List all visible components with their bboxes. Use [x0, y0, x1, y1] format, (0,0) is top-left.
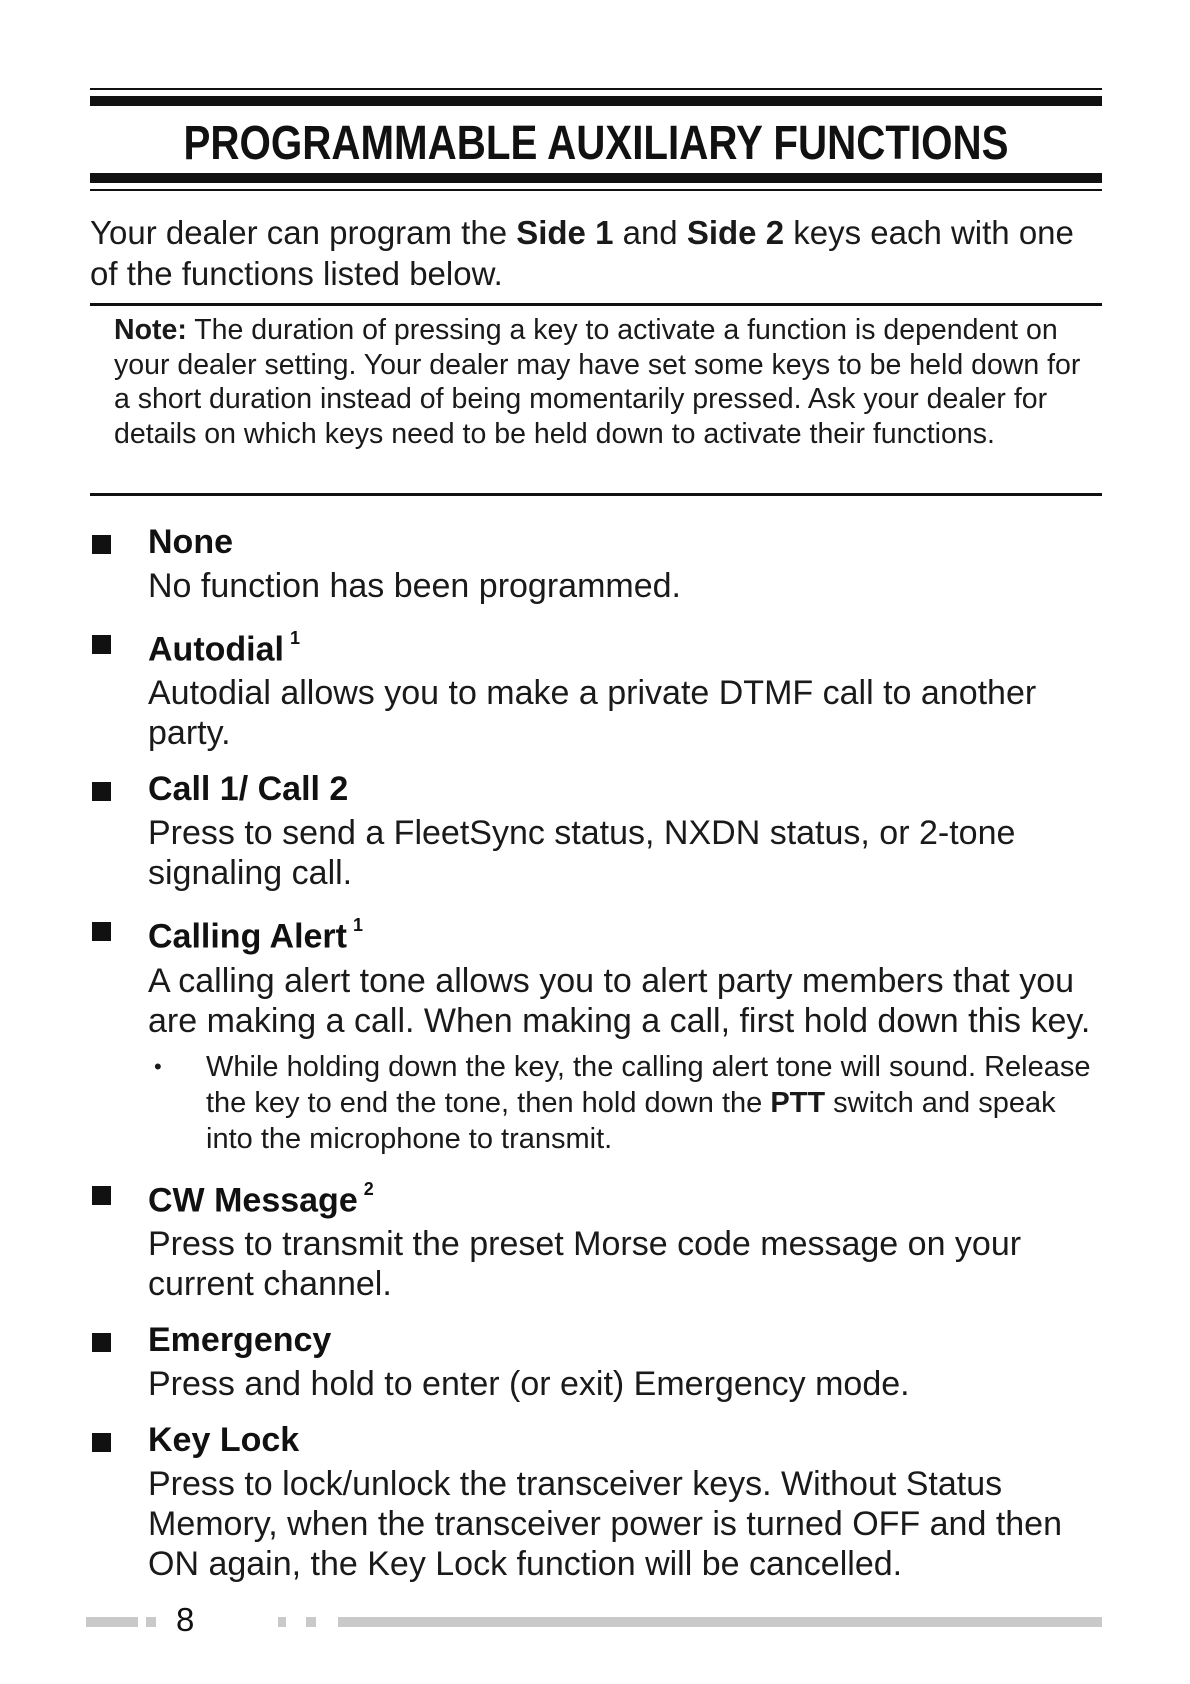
function-description: No function has been programmed. [148, 567, 681, 605]
footnote-marker: 2 [363, 1178, 374, 1199]
function-description: Press to transmit the preset Morse code message on your current channel. [148, 1224, 1022, 1303]
note-box [114, 313, 1094, 451]
function-description: Press and hold to enter (or exit) Emergency mode. [148, 1364, 910, 1403]
page-number: 8 [176, 1601, 195, 1638]
function-name [148, 1318, 1110, 1362]
intro-paragraph [90, 212, 1110, 294]
function-name-text: Emergency [148, 1320, 332, 1359]
top-thick-rule [90, 96, 1102, 106]
square-bullet-icon [92, 782, 111, 801]
function-name-text: Calling Alert [148, 917, 347, 956]
intro-text: keys each with one of the functions listed below. [90, 214, 1074, 292]
function-name-text: Call 1/ Call 2 [148, 770, 349, 809]
note-top-rule [90, 303, 1102, 306]
function-description: Press to send a FleetSync status, NXDN status, or 2-tone signaling call. [148, 814, 1016, 893]
ptt-label: PTT [770, 1086, 826, 1119]
footer-bar-mid-2 [306, 1617, 316, 1627]
top-thin-rule [90, 88, 1102, 90]
square-bullet-icon [92, 1186, 111, 1205]
function-name-text: None [148, 523, 233, 561]
footer-bar-left-small [146, 1617, 156, 1627]
intro-text: and [613, 214, 687, 251]
function-name-text: Key Lock [148, 1420, 300, 1459]
square-bullet-icon [92, 922, 111, 941]
note-label: Note: [114, 314, 187, 346]
list-item [90, 1171, 1110, 1304]
square-bullet-icon [92, 1433, 111, 1452]
function-name-text: CW Message [148, 1180, 358, 1219]
function-name [148, 520, 1110, 564]
list-item [90, 1318, 1110, 1404]
list-item [90, 767, 1110, 893]
side2-key-label: Side 2 [686, 214, 785, 251]
sub-bullet-text: switch and speak into the microphone to transmit. [206, 1086, 1056, 1155]
footnote-marker: 1 [353, 915, 364, 936]
function-name [148, 907, 1110, 958]
note-text: The duration of pressing a key to activate a function is dependent on your dealer setting. Your dealer may have set some keys to be held down for a short duration instead of being momentarily pressed. Ask your dealer for details on which keys need to be held down to activate their functions. [114, 314, 1081, 450]
function-name [148, 767, 1110, 811]
intro-text: Your dealer can program the [90, 214, 517, 251]
function-name-text: Autodial [148, 630, 284, 669]
list-item [90, 907, 1110, 1156]
function-name [148, 1418, 1110, 1462]
square-bullet-icon [92, 635, 111, 654]
square-bullet-icon [92, 1333, 111, 1352]
calling-alert-sub-bullet [148, 1049, 1110, 1157]
function-name [148, 620, 1110, 671]
list-item [90, 520, 1110, 606]
title-bottom-thin-rule [90, 189, 1102, 191]
footer-bar-left [86, 1617, 138, 1627]
section-title: PROGRAMMABLE AUXILIARY FUNCTIONS [183, 117, 1009, 170]
square-bullet-icon [92, 535, 111, 554]
side1-key-label: Side 1 [516, 214, 614, 251]
function-description: A calling alert tone allows you to alert party members that you are making a call. When making a call, first hold down this key. [148, 961, 1091, 1040]
function-list [90, 520, 1110, 1598]
footnote-marker: 1 [289, 628, 300, 648]
list-item [90, 620, 1110, 753]
note-bottom-rule [90, 493, 1102, 496]
function-name [148, 1171, 1110, 1222]
title-bottom-thick-rule [90, 173, 1102, 183]
function-description: Press to lock/unlock the transceiver keys. Without Status Memory, when the transceiver power is turned OFF and then ON again, the Key Lock function will be cancelled. [148, 1464, 1062, 1583]
sub-bullet-text: While holding down the key, the calling alert tone will sound. Release the key to end the tone, then hold down the [206, 1050, 1091, 1119]
function-description: Autodial allows you to make a private DTMF call to another party. [148, 674, 1037, 753]
footer-bar-right [338, 1617, 1102, 1627]
footer-bar-mid-1 [278, 1617, 286, 1627]
bullet-dot-icon: • [154, 1053, 162, 1079]
list-item [90, 1418, 1110, 1584]
